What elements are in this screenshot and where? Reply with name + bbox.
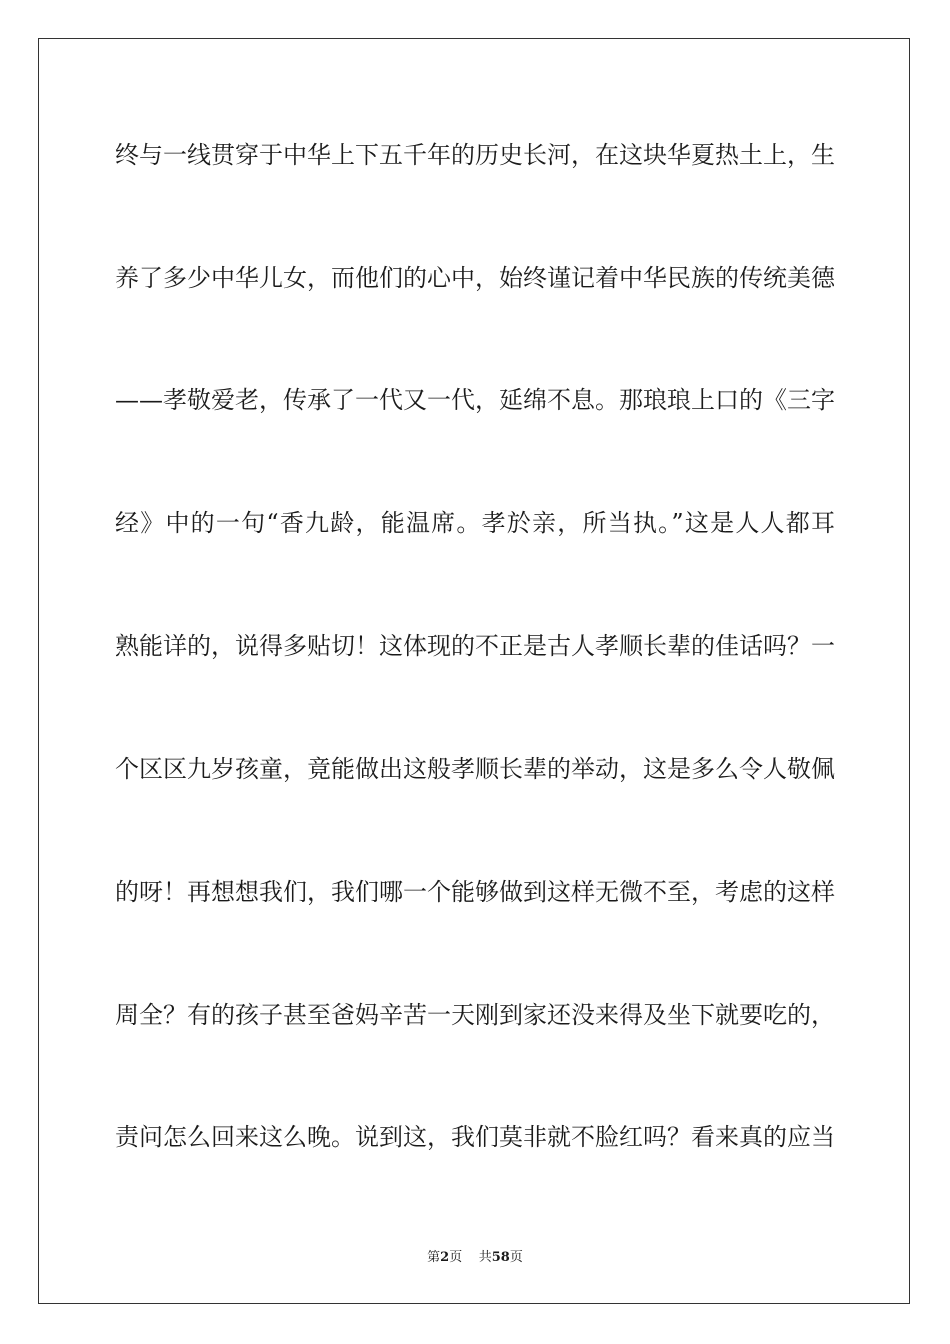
body-text-line-9: 责问怎么回来这么晚。说到这，我们莫非就不脸红吗？看来真的应当 <box>115 1123 835 1151</box>
footer-page-number: 2 <box>440 1250 450 1265</box>
body-text-line-1: 终与一线贯穿于中华上下五千年的历史长河，在这块华夏热土上，生 <box>115 141 835 169</box>
footer-total-suffix: 页 <box>509 1250 523 1265</box>
body-text-line-7: 的呀！再想想我们，我们哪一个能够做到这样无微不至，考虑的这样 <box>115 878 835 906</box>
body-text-line-8: 周全？有的孩子甚至爸妈辛苦一天刚到家还没来得及坐下就要吃的， <box>115 1001 835 1029</box>
footer-total-prefix: 共 <box>478 1250 492 1265</box>
body-text-line-2: 养了多少中华儿女，而他们的心中，始终谨记着中华民族的传统美德 <box>115 264 835 292</box>
body-text-line-5: 熟能详的，说得多贴切！这体现的不正是古人孝顺长辈的佳话吗？一 <box>115 632 835 660</box>
footer-total-pages: 58 <box>491 1250 510 1265</box>
body-text-line-6: 个区区九岁孩童，竟能做出这般孝顺长辈的举动，这是多么令人敬佩 <box>115 755 835 783</box>
footer-page-prefix: 第 <box>427 1250 441 1265</box>
body-text-line-3: ——孝敬爱老，传承了一代又一代，延绵不息。那琅琅上口的《三字 <box>115 386 835 414</box>
page-footer <box>0 1246 950 1265</box>
page-border <box>38 38 910 1304</box>
body-text-line-4: 经》中的一句“香九龄，能温席。孝於亲，所当执。”这是人人都耳 <box>115 509 835 537</box>
footer-page-suffix: 页 <box>449 1250 463 1265</box>
